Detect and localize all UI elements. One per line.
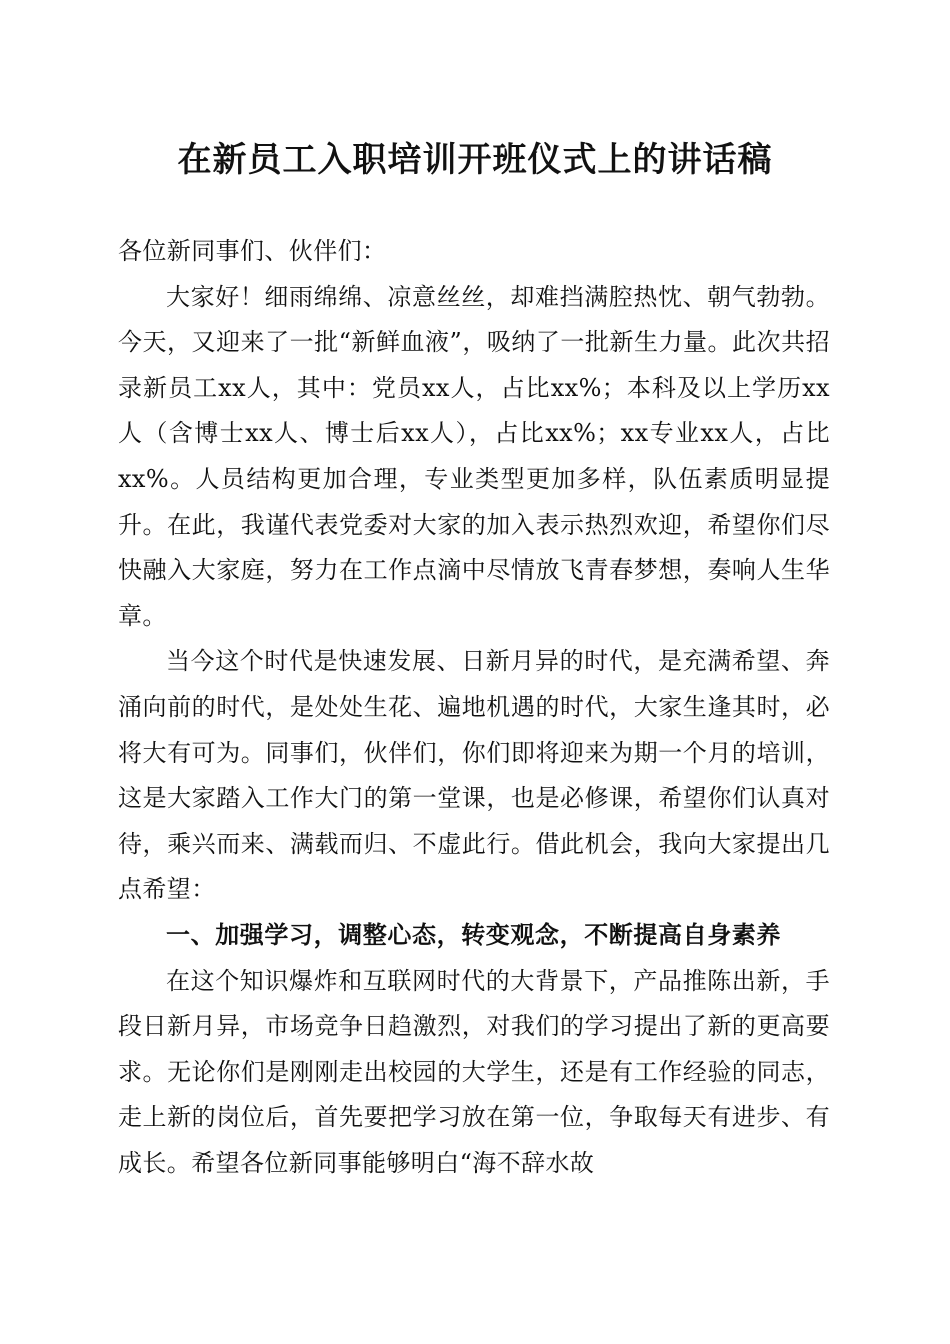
document-body bbox=[118, 229, 830, 1186]
section-heading-1: 一、加强学习，调整心态，转变观念，不断提高自身素养 bbox=[166, 920, 781, 949]
paragraph-learning: 在这个知识爆炸和互联网时代的大背景下，产品推陈出新，手段日新月异，市场竞争日趋激烈，对我们的学习提出了新的更高要求。无论你们是刚刚走出校园的大学生，还是有工作经验的同志，走上新的岗位后，首先要把学习放在第一位，争取每天有进步、有成长。希望各位新同事能够明白“海不辞水故 bbox=[118, 966, 830, 1177]
paragraph-welcome: 大家好！细雨绵绵、凉意丝丝，却难挡满腔热忱、朝气勃勃。今天，又迎来了一批“新鲜血液”，吸纳了一批新生力量。此次共招录新员工xx人，其中：党员xx人，占比xx%；本科及以上学历xx人（含博士xx人、博士后xx人），占比xx%；xx专业xx人，占比xx%。人员结构更加合理，专业类型更加多样，队伍素质明显提升。在此，我谨代表党委对大家的加入表示热烈欢迎，希望你们尽快融入大家庭，努力在工作点滴中尽情放飞青春梦想，奏响人生华章。 bbox=[118, 282, 830, 630]
document-title: 在新员工入职培训开班仪式上的讲话稿 bbox=[177, 140, 773, 180]
paragraph-era: 当今这个时代是快速发展、日新月异的时代，是充满希望、奔涌向前的时代，是处处生花、遍地机遇的时代，大家生逢其时，必将大有可为。同事们，伙伴们，你们即将迎来为期一个月的培训，这是大家踏入工作大门的第一堂课，也是必修课，希望你们认真对待，乘兴而来、满载而归、不虚此行。借此机会，我向大家提出几点希望： bbox=[118, 647, 830, 904]
salutation: 各位新同事们、伙伴们： bbox=[118, 237, 387, 265]
